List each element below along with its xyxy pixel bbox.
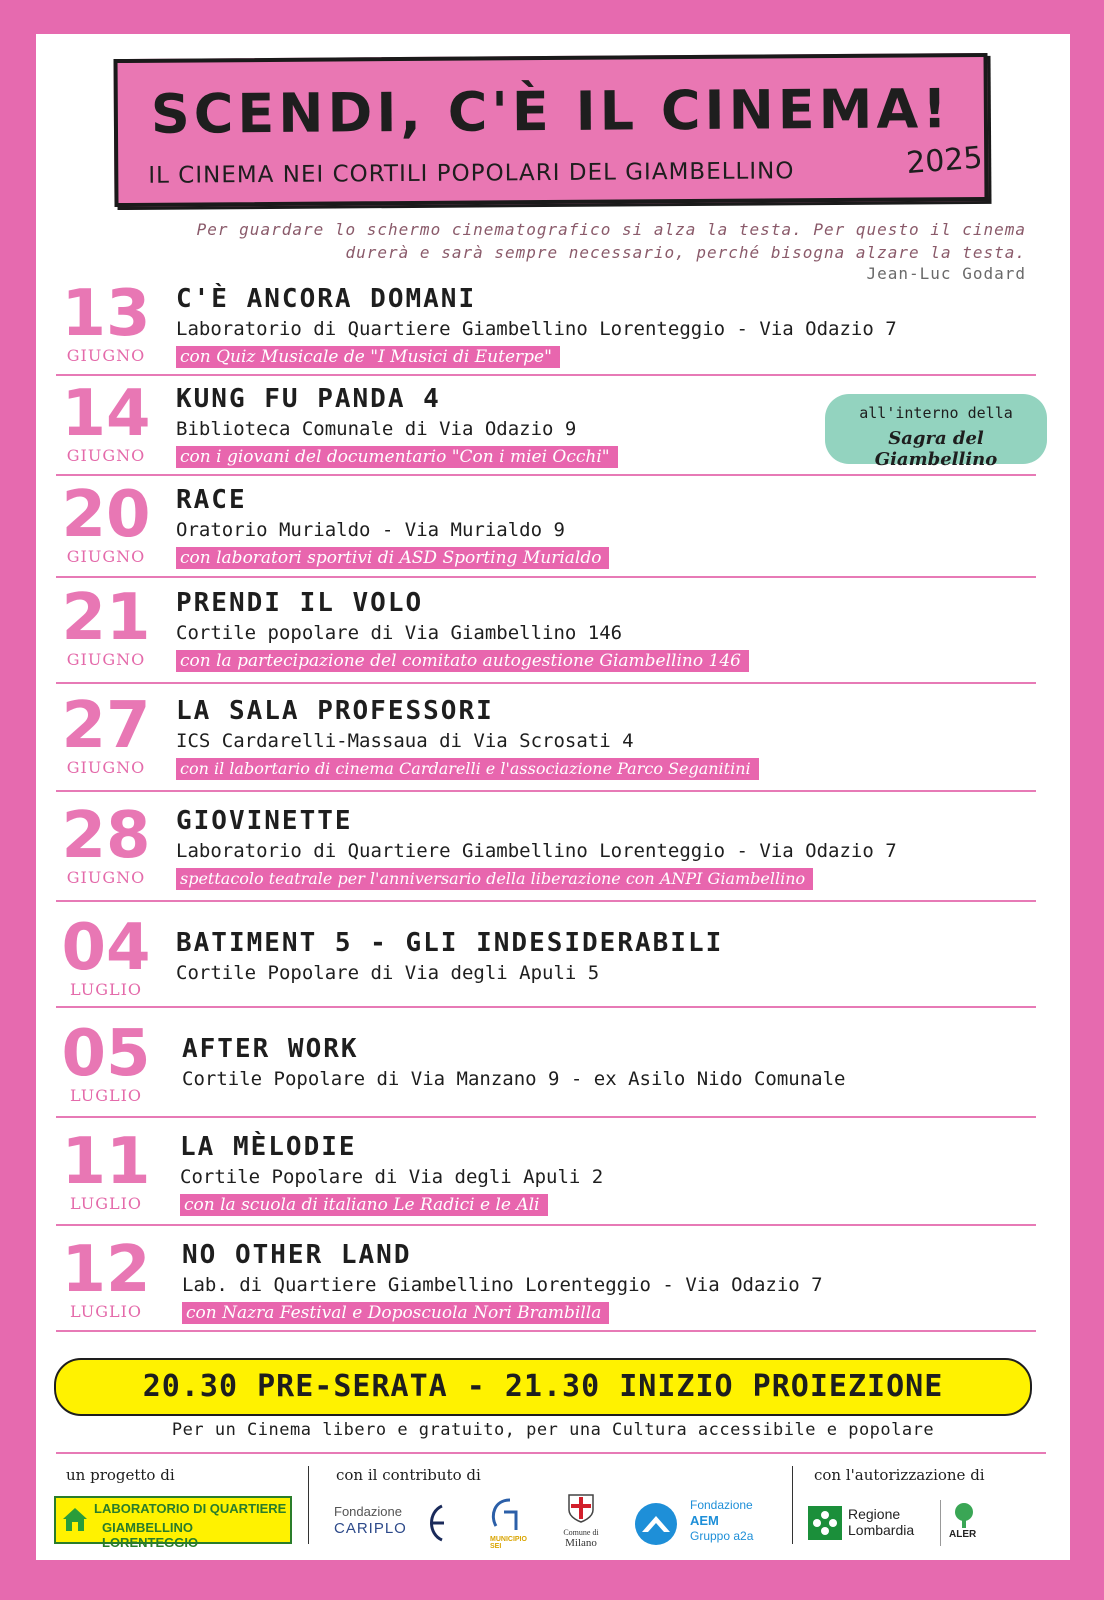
event-month: LUGLIO <box>69 1086 143 1105</box>
aem-mark-icon <box>634 1502 678 1546</box>
event-day: 05 <box>61 1017 151 1091</box>
event-venue: Cortile Popolare di Via degli Apuli 2 <box>180 1166 604 1188</box>
cariplo-mark-icon <box>422 1502 448 1544</box>
event-divider <box>56 1116 1036 1118</box>
quote-author: Jean-Luc Godard <box>866 264 1026 283</box>
footer-separator <box>308 1466 309 1544</box>
event-divider <box>56 1006 1036 1008</box>
badge-line-1: all'interno della <box>859 404 1013 422</box>
municipio-mark-icon <box>486 1496 526 1536</box>
event-month: GIUGNO <box>66 758 146 777</box>
comune-line-2: Milano <box>565 1537 597 1549</box>
cariplo-logo <box>334 1502 454 1546</box>
aler-label: ALER <box>949 1529 977 1540</box>
poster-subtitle: IL CINEMA NEI CORTILI POPOLARI DEL GIAMBELLINO <box>148 158 795 189</box>
aem-line-2: AEM <box>690 1513 719 1528</box>
event-note: con Nazra Festival e Doposcuola Nori Brambilla <box>182 1302 609 1324</box>
event-divider <box>56 1224 1036 1226</box>
slogan: Per un Cinema libero e gratuito, per una Cultura accessibile e popolare <box>171 1420 935 1440</box>
milano-crest-icon <box>566 1492 596 1524</box>
event-title: NO OTHER LAND <box>182 1240 412 1270</box>
event-divider <box>56 474 1036 476</box>
sagra-badge <box>825 394 1047 470</box>
event-month: GIUGNO <box>66 547 146 566</box>
event-title: PRENDI IL VOLO <box>176 588 424 618</box>
event-day: 11 <box>61 1125 151 1199</box>
event-month: LUGLIO <box>69 1302 143 1321</box>
municipio-logo <box>480 1496 540 1548</box>
poster-title: SCENDI, C'È IL CINEMA! <box>150 77 952 146</box>
house-icon <box>60 1504 90 1534</box>
event-day: 20 <box>61 478 151 552</box>
poster-sheet <box>36 34 1070 1560</box>
schedule-bar: 20.30 PRE-SERATA - 21.30 INIZIO PROIEZIONE <box>54 1358 1032 1416</box>
event-title: LA SALA PROFESSORI <box>176 696 494 726</box>
aem-line-1: Fondazione <box>690 1498 753 1512</box>
footer-divider <box>56 1452 1046 1454</box>
event-note: con la partecipazione del comitato autogestione Giambellino 146 <box>176 650 749 672</box>
event-day: 21 <box>61 581 151 655</box>
badge-line-2: Sagra del Giambellino <box>874 428 998 470</box>
event-title: BATIMENT 5 - GLI INDESIDERABILI <box>176 928 724 958</box>
regione-lombardia-logo <box>808 1504 932 1544</box>
poster-year: 2025 <box>904 140 984 182</box>
event-month: GIUGNO <box>66 868 146 887</box>
auth-label: con l'autorizzazione di <box>814 1466 985 1484</box>
event-day: 27 <box>61 689 151 763</box>
contrib-label: con il contributo di <box>336 1466 481 1484</box>
aler-logo <box>940 1500 997 1546</box>
event-note: con laboratori sportivi di ASD Sporting Murialdo <box>176 547 609 569</box>
event-month: GIUGNO <box>66 346 146 365</box>
event-title: AFTER WORK <box>182 1034 359 1064</box>
project-label: un progetto di <box>66 1466 175 1484</box>
event-title: RACE <box>176 485 247 515</box>
event-note: con i giovani del documentario "Con i miei Occhi" <box>176 446 618 468</box>
event-day: 13 <box>61 277 151 351</box>
event-title: C'È ANCORA DOMANI <box>176 284 477 314</box>
event-divider <box>56 374 1036 376</box>
comune-milano-logo <box>556 1492 606 1550</box>
event-month: GIUGNO <box>66 446 146 465</box>
event-divider <box>56 900 1036 902</box>
aler-tree-icon <box>949 1502 979 1528</box>
quote <box>46 218 1026 264</box>
lombardia-rose-icon <box>808 1506 842 1540</box>
event-divider <box>56 790 1036 792</box>
event-month: GIUGNO <box>66 650 146 669</box>
aem-logo <box>634 1498 774 1548</box>
lab-logo-line-2: GIAMBELLINO LORENTEGGIO <box>102 1520 199 1550</box>
event-venue: Cortile Popolare di Via degli Apuli 5 <box>176 962 600 984</box>
municipio-label: MUNICIPIO SEI <box>490 1536 527 1550</box>
event-month: LUGLIO <box>69 980 143 999</box>
event-title: LA MÈLODIE <box>180 1132 357 1162</box>
event-venue: Lab. di Quartiere Giambellino Lorenteggio - Via Odazio 7 <box>182 1274 823 1296</box>
quote-line-1: Per guardare lo schermo cinematografico si alza la testa. Per questo il cinema <box>196 220 1026 239</box>
event-divider <box>56 682 1036 684</box>
title-banner <box>113 53 988 207</box>
event-note: con la scuola di italiano Le Radici e le Ali <box>180 1194 548 1216</box>
lombardia-line-2: Lombardia <box>848 1522 915 1538</box>
event-title: KUNG FU PANDA 4 <box>176 384 441 414</box>
event-venue: Biblioteca Comunale di Via Odazio 9 <box>176 418 577 440</box>
event-day: 14 <box>61 377 151 451</box>
lab-logo-line-1: LABORATORIO DI QUARTIERE <box>94 1501 287 1516</box>
event-divider <box>56 1330 1036 1332</box>
aem-line-3: Gruppo a2a <box>690 1529 754 1543</box>
event-venue: Cortile popolare di Via Giambellino 146 <box>176 622 623 644</box>
lab-quartiere-logo <box>54 1496 292 1550</box>
event-venue: Cortile Popolare di Via Manzano 9 - ex Asilo Nido Comunale <box>182 1068 846 1090</box>
quote-line-2: durerà e sarà sempre necessario, perché bisogna alzare la testa. <box>345 243 1026 262</box>
event-day: 12 <box>61 1233 151 1307</box>
comune-line-1: Comune di <box>563 1528 599 1537</box>
footer-separator <box>792 1466 793 1544</box>
event-venue: Laboratorio di Quartiere Giambellino Lorenteggio - Via Odazio 7 <box>176 318 897 340</box>
event-day: 04 <box>61 911 151 985</box>
lombardia-line-1: Regione <box>848 1506 901 1522</box>
event-note: con il labortario di cinema Cardarelli e l'associazione Parco Seganitini <box>176 758 759 780</box>
event-venue: ICS Cardarelli-Massaua di Via Scrosati 4 <box>176 730 634 752</box>
event-divider <box>56 576 1036 578</box>
cariplo-line-1: Fondazione <box>334 1504 402 1519</box>
event-month: LUGLIO <box>69 1194 143 1213</box>
event-day: 28 <box>61 799 151 873</box>
event-note: spettacolo teatrale per l'anniversario della liberazione con ANPI Giambellino <box>176 868 813 890</box>
event-note: con Quiz Musicale de "I Musici di Euterpe" <box>176 346 560 368</box>
event-venue: Oratorio Murialdo - Via Murialdo 9 <box>176 519 565 541</box>
event-title: GIOVINETTE <box>176 806 353 836</box>
event-venue: Laboratorio di Quartiere Giambellino Lorenteggio - Via Odazio 7 <box>176 840 897 862</box>
cariplo-line-2: CARIPLO <box>334 1520 407 1537</box>
